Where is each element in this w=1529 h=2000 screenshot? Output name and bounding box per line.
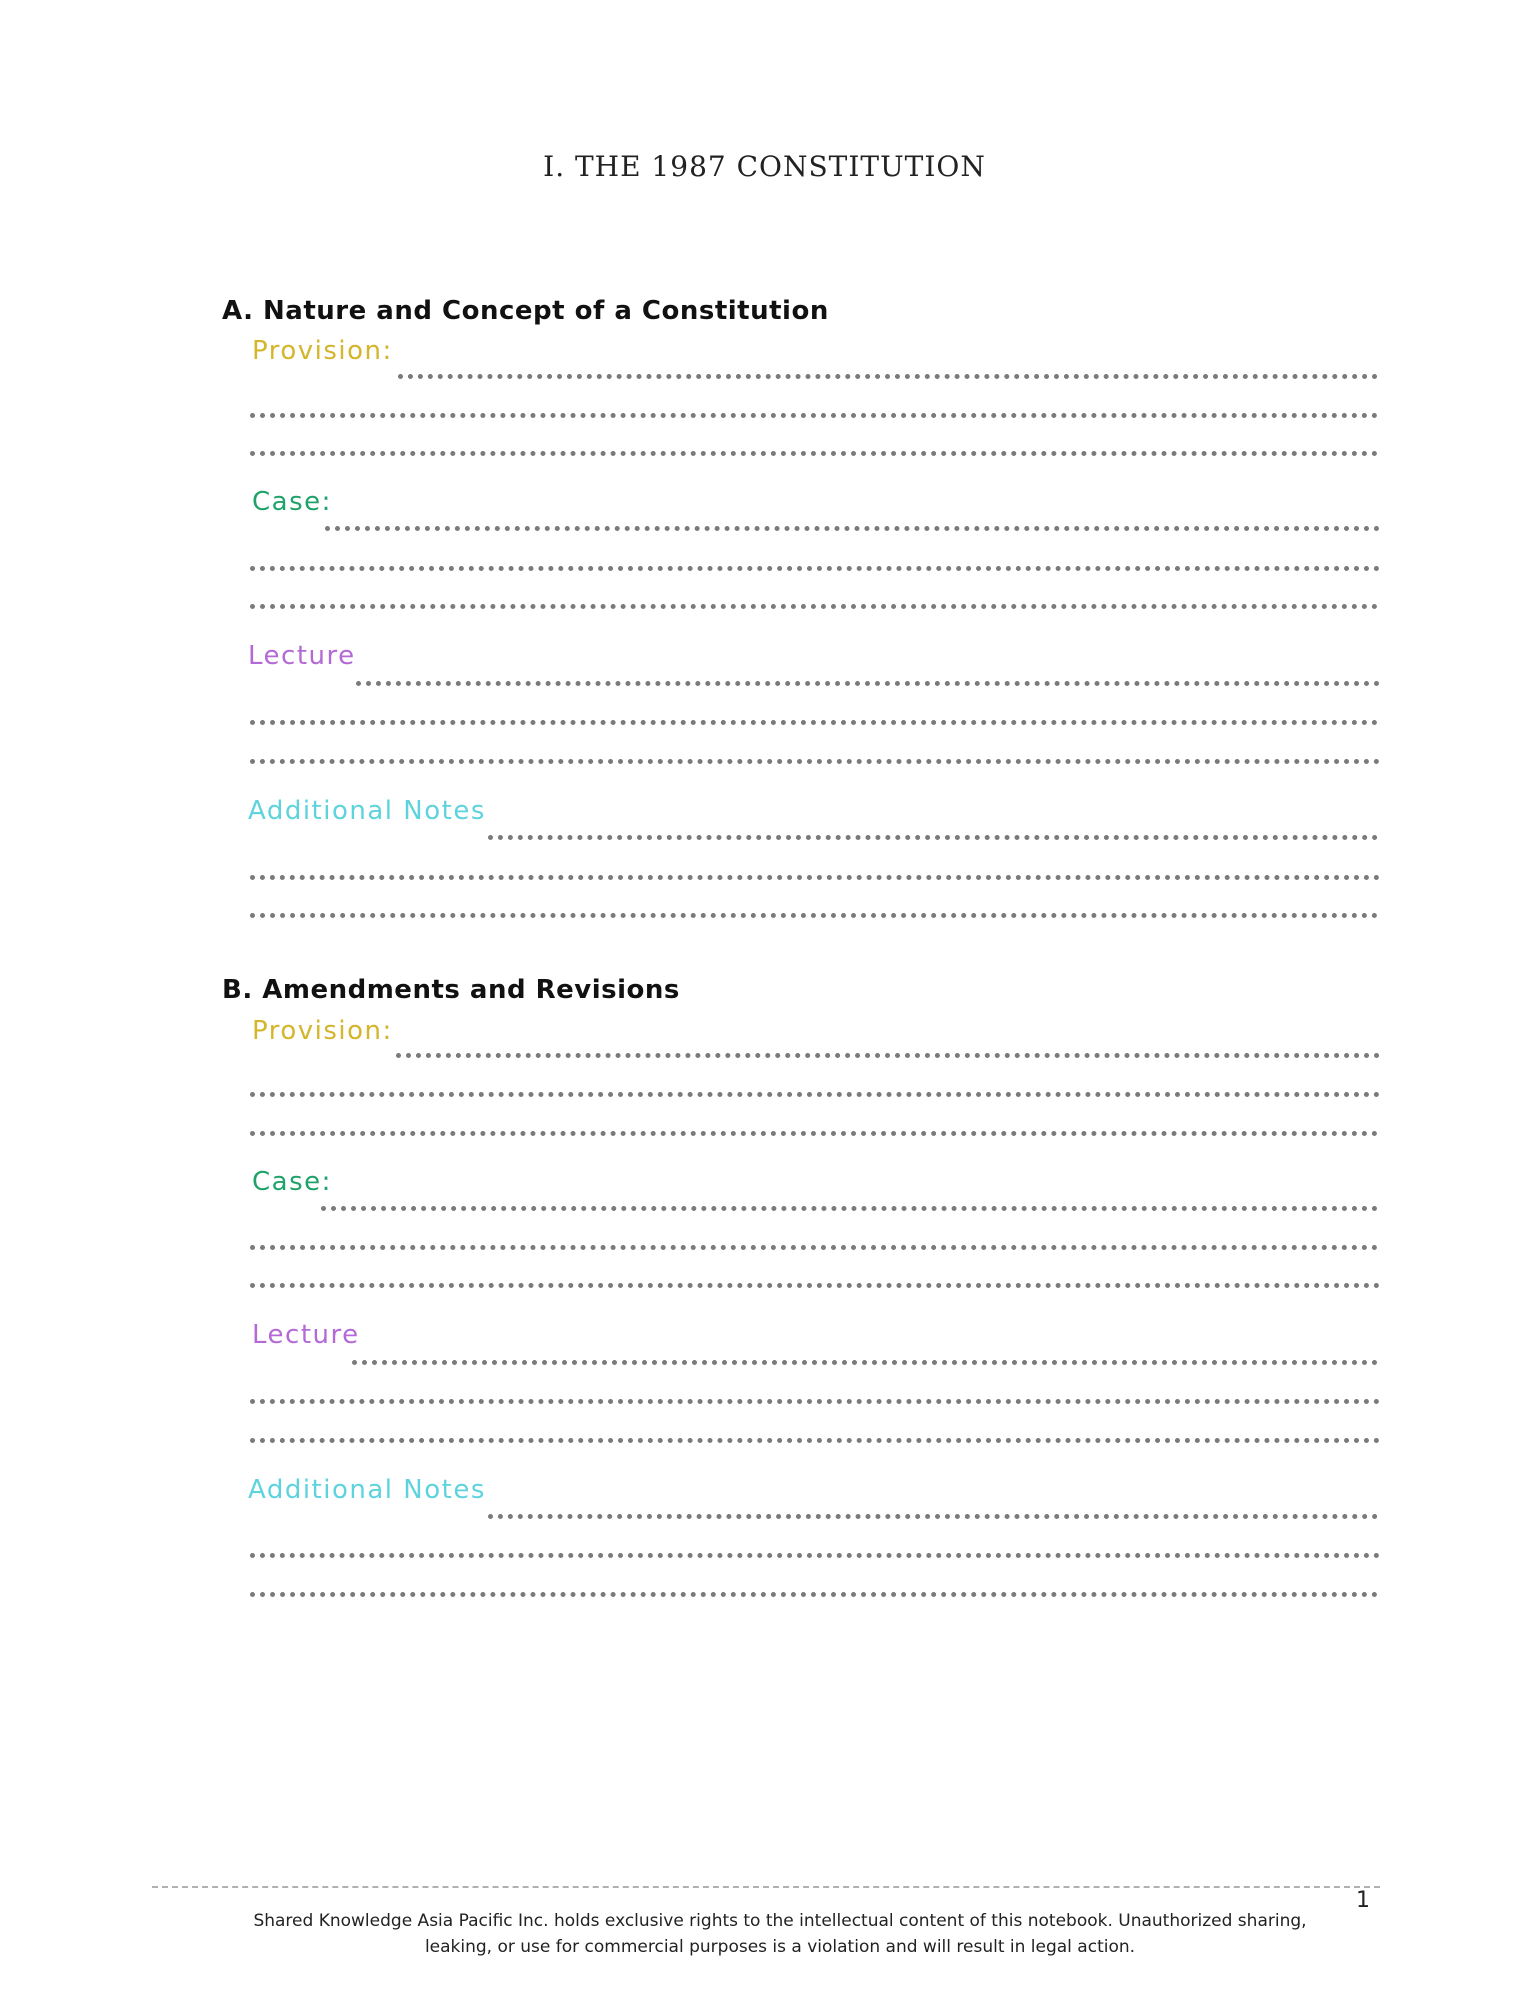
case-line[interactable] bbox=[250, 1245, 1378, 1250]
lecture-line[interactable] bbox=[250, 759, 1380, 764]
case-line[interactable] bbox=[250, 1283, 1380, 1288]
case-line[interactable] bbox=[321, 1206, 1378, 1211]
lecture-line[interactable] bbox=[356, 681, 1380, 686]
lecture-label: Lecture bbox=[252, 1320, 360, 1350]
provision-line[interactable] bbox=[250, 413, 1378, 418]
footer-notice-line-1: Shared Knowledge Asia Pacific Inc. holds exclusive rights to the intellectual content of this notebook. Unauthorized sharing, bbox=[253, 1911, 1307, 1931]
case-line[interactable] bbox=[325, 526, 1380, 531]
provision-line[interactable] bbox=[250, 1131, 1378, 1136]
provision-line[interactable] bbox=[250, 1092, 1380, 1097]
page-title: I. THE 1987 CONSTITUTION bbox=[543, 150, 986, 183]
additional-notes-line[interactable] bbox=[250, 875, 1380, 880]
provision-line[interactable] bbox=[250, 451, 1378, 456]
additional-notes-label: Additional Notes bbox=[248, 796, 486, 826]
lecture-label: Lecture bbox=[248, 641, 356, 671]
additional-notes-line[interactable] bbox=[488, 1514, 1378, 1519]
lecture-line[interactable] bbox=[250, 1438, 1380, 1443]
additional-notes-line[interactable] bbox=[250, 1553, 1380, 1558]
footer-notice-line-2: leaking, or use for commercial purposes is a violation and will result in legal action. bbox=[424, 1937, 1136, 1957]
section-heading-a: A. Nature and Concept of a Constitution bbox=[222, 296, 829, 326]
provision-label: Provision: bbox=[252, 1016, 393, 1046]
provision-line[interactable] bbox=[396, 1053, 1380, 1058]
provision-line[interactable] bbox=[398, 374, 1378, 379]
provision-label: Provision: bbox=[252, 336, 393, 366]
additional-notes-line[interactable] bbox=[250, 1592, 1378, 1597]
case-line[interactable] bbox=[250, 566, 1380, 571]
case-label: Case: bbox=[252, 487, 332, 517]
section-heading-b: B. Amendments and Revisions bbox=[222, 975, 680, 1005]
additional-notes-line[interactable] bbox=[488, 835, 1378, 840]
footer-divider bbox=[152, 1886, 1380, 1888]
footer-notice bbox=[0, 1908, 1529, 1960]
lecture-line[interactable] bbox=[250, 720, 1378, 725]
additional-notes-line[interactable] bbox=[250, 913, 1378, 918]
page-number: 1 bbox=[1356, 1888, 1370, 1913]
case-line[interactable] bbox=[250, 604, 1378, 609]
lecture-line[interactable] bbox=[250, 1399, 1380, 1404]
case-label: Case: bbox=[252, 1167, 332, 1197]
lecture-line[interactable] bbox=[352, 1360, 1378, 1365]
additional-notes-label: Additional Notes bbox=[248, 1475, 486, 1505]
